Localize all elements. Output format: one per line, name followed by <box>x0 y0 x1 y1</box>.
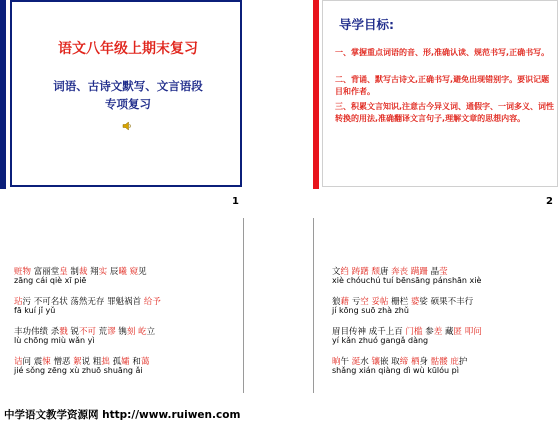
footer-watermark: 中学语文教学资源网 http://www.ruiwen.com <box>4 409 241 421</box>
vocab-word: 翔 <box>87 267 99 277</box>
pinyin-line: jí kōng suō zhà zhǔ <box>332 306 409 315</box>
vocab-word: 立 <box>146 327 156 337</box>
pinyin-line: fā kuí jǐ yǔ <box>14 306 56 315</box>
vocab-word: 丰 <box>456 297 465 307</box>
vocab-word: 上 <box>385 327 395 337</box>
pinyin-line: shǎng xián qiàng dì wù kūlóu pì <box>332 366 459 375</box>
vocab-word: 硕 <box>430 297 440 307</box>
vocab-word: 罪魁 <box>107 297 125 307</box>
vocab-word: 栏 <box>399 297 409 307</box>
vocab-word: 祸首 <box>124 297 142 307</box>
vocab-word: 奔丧 <box>391 267 409 277</box>
vocab-word: 取 <box>391 357 400 367</box>
slide-number-1: 1 <box>232 196 239 207</box>
vocab-word: 可 <box>87 327 96 337</box>
slide-thumbnail-2[interactable] <box>313 0 558 189</box>
vocab-word: 拙 <box>101 357 110 367</box>
vocab-word: 眉目 <box>332 327 350 337</box>
vocab-word: 莹 <box>439 267 448 277</box>
vocab-word: 百 <box>394 327 403 337</box>
vocab-word: 制 <box>67 267 79 277</box>
vocab-word: 藉 <box>340 297 350 307</box>
vocab-word: 戮 <box>59 327 68 337</box>
vocab-word: 千 <box>377 327 386 337</box>
vocab-word: 皇 <box>59 267 68 277</box>
vocab-word: 骷髅 <box>430 357 448 367</box>
vocab-word: 和 <box>132 357 141 367</box>
vocab-word: 唐 <box>379 267 392 277</box>
vocab-word: 文 <box>332 267 341 277</box>
vocab-word: 镌 <box>115 327 127 337</box>
vocab-word: 栅 <box>391 297 400 307</box>
vocab-word: 护 <box>458 357 468 367</box>
slide-accent-bar <box>0 0 6 189</box>
vocab-word: 赃物 <box>14 267 34 277</box>
vocab-word: 婆 <box>410 297 420 307</box>
vocab-word: 庇 <box>450 357 459 367</box>
vocab-word: 诘 <box>14 357 23 367</box>
slide-heading: 导学目标: <box>339 17 394 32</box>
objective-item-3: 三、积累文言知识,注意古今异义词、通假字、一词多义、词性转换的用法,准确翻译文言句子,理解文章的思想内容。 <box>335 102 555 123</box>
speaker-icon[interactable] <box>122 121 132 131</box>
objective-item-1: 一、掌握重点词语的音、形,准确认读、规范书写,正确书写。 <box>335 48 550 57</box>
vocab-word: 蔼 <box>140 357 150 367</box>
vocab-word: 镶 <box>371 357 380 367</box>
vocab-word: 槛 <box>414 327 423 337</box>
vocab-word: 孀 <box>121 357 130 367</box>
objective-item-2: 二、背诵、默写古诗文,正确书写,避免出现错别字。要识记题目和作者。 <box>335 75 550 96</box>
vocab-word: 絮 <box>73 357 82 367</box>
vocab-word: 嵌 <box>379 357 389 367</box>
vocab-word: 辰 <box>107 267 119 277</box>
vocab-word: 粗 <box>92 357 102 367</box>
vocab-word: 给予 <box>141 297 161 307</box>
vocab-word: 匿 <box>453 327 462 337</box>
slide-thumbnail-1[interactable] <box>0 0 244 189</box>
vocab-word: 晶 <box>430 267 440 277</box>
slide-thumbnail-4[interactable] <box>313 218 558 393</box>
vocab-word: 妥帖 <box>371 297 389 307</box>
vocab-word: 不 <box>78 327 88 337</box>
vocab-word: 蹒跚 <box>410 267 428 277</box>
vocab-word: 亏 <box>349 297 361 307</box>
vocab-word: 涎 <box>351 357 361 367</box>
vocab-word: 行 <box>464 297 474 307</box>
vocab-word: 悚 <box>42 357 51 367</box>
vocab-word: 孤 <box>112 357 122 367</box>
vocab-word: 问 <box>22 357 34 367</box>
slide-thumbnail-3[interactable] <box>0 218 244 393</box>
vocab-word: 富丽堂 <box>33 267 60 277</box>
vocab-word: 裁 <box>78 267 88 277</box>
vocab-word: 晌 <box>332 357 341 367</box>
vocab-word: 娑 <box>419 297 428 307</box>
vocab-word: 踌躇 <box>351 267 369 277</box>
vocab-word: 成 <box>366 327 378 337</box>
vocab-word: 狼 <box>332 297 341 307</box>
vocab-word: 谬 <box>107 327 116 337</box>
vocab-word: 锐 <box>70 327 79 337</box>
vocab-word: 藏 <box>444 327 454 337</box>
vocab-word: 传 <box>349 327 358 337</box>
vocab-word: 绉 <box>340 267 350 277</box>
pinyin-line: jié sǒng zēng xù zhuō shuāng ǎi <box>14 366 143 375</box>
slide-frame <box>322 0 558 187</box>
vocab-word: 曦 <box>118 267 127 277</box>
slide-subtitle-line1: 词语、古诗文默写、文言语段 <box>53 79 203 93</box>
vocab-word: 水 <box>360 357 369 367</box>
vocab-word: 差 <box>433 327 443 337</box>
vocab-word: 颓 <box>371 267 380 277</box>
slide-accent-bar <box>313 0 319 189</box>
vocab-word: 污 不可名状 荡然无存 <box>22 297 108 307</box>
vocab-word: 门 <box>405 327 415 337</box>
vocab-word: 缔 <box>399 357 409 367</box>
pinyin-line: lù chōng miù wǎn yì <box>14 336 95 345</box>
pinyin-line: xiè chóuchú tuí bēnsāng pánshān xiè <box>332 276 482 285</box>
vocab-word: 神 <box>357 327 367 337</box>
vocab-word: 栖 <box>410 357 420 367</box>
vocab-word: 问 <box>473 327 482 337</box>
vocab-word: 刻 <box>126 327 136 337</box>
slide-title: 语文八年级上期末复习 <box>58 41 198 57</box>
vocab-word: 空 <box>360 297 369 307</box>
vocab-word: 杀 <box>50 327 60 337</box>
vocab-word: 荒 <box>95 327 108 337</box>
pinyin-line: yí kǎn zhuó gangǎ dàng <box>332 336 429 345</box>
vocab-word: 果不 <box>439 297 457 307</box>
vocab-word: 窥 <box>126 267 139 277</box>
vocab-word: 叩 <box>464 327 474 337</box>
vocab-word: 见 <box>138 267 147 277</box>
vocab-word: 玷 <box>14 297 23 307</box>
vocab-word: 参 <box>425 327 434 337</box>
slide-frame <box>10 0 242 187</box>
pinyin-line: zāng cái qiè xī piē <box>14 276 87 285</box>
vocab-word: 身 <box>419 357 428 367</box>
vocab-word: 屹 <box>135 327 147 337</box>
vocab-word: 震 <box>33 357 43 367</box>
slide-subtitle-line2: 专项复习 <box>105 97 151 111</box>
vocab-word: 憎恶 <box>50 357 74 367</box>
slide-number-2: 2 <box>546 196 553 207</box>
vocab-word: 实 <box>98 267 108 277</box>
vocab-word: 丰功伟绩 <box>14 327 51 337</box>
vocab-word: 午 <box>340 357 350 367</box>
vocab-word: 说 <box>81 357 93 367</box>
